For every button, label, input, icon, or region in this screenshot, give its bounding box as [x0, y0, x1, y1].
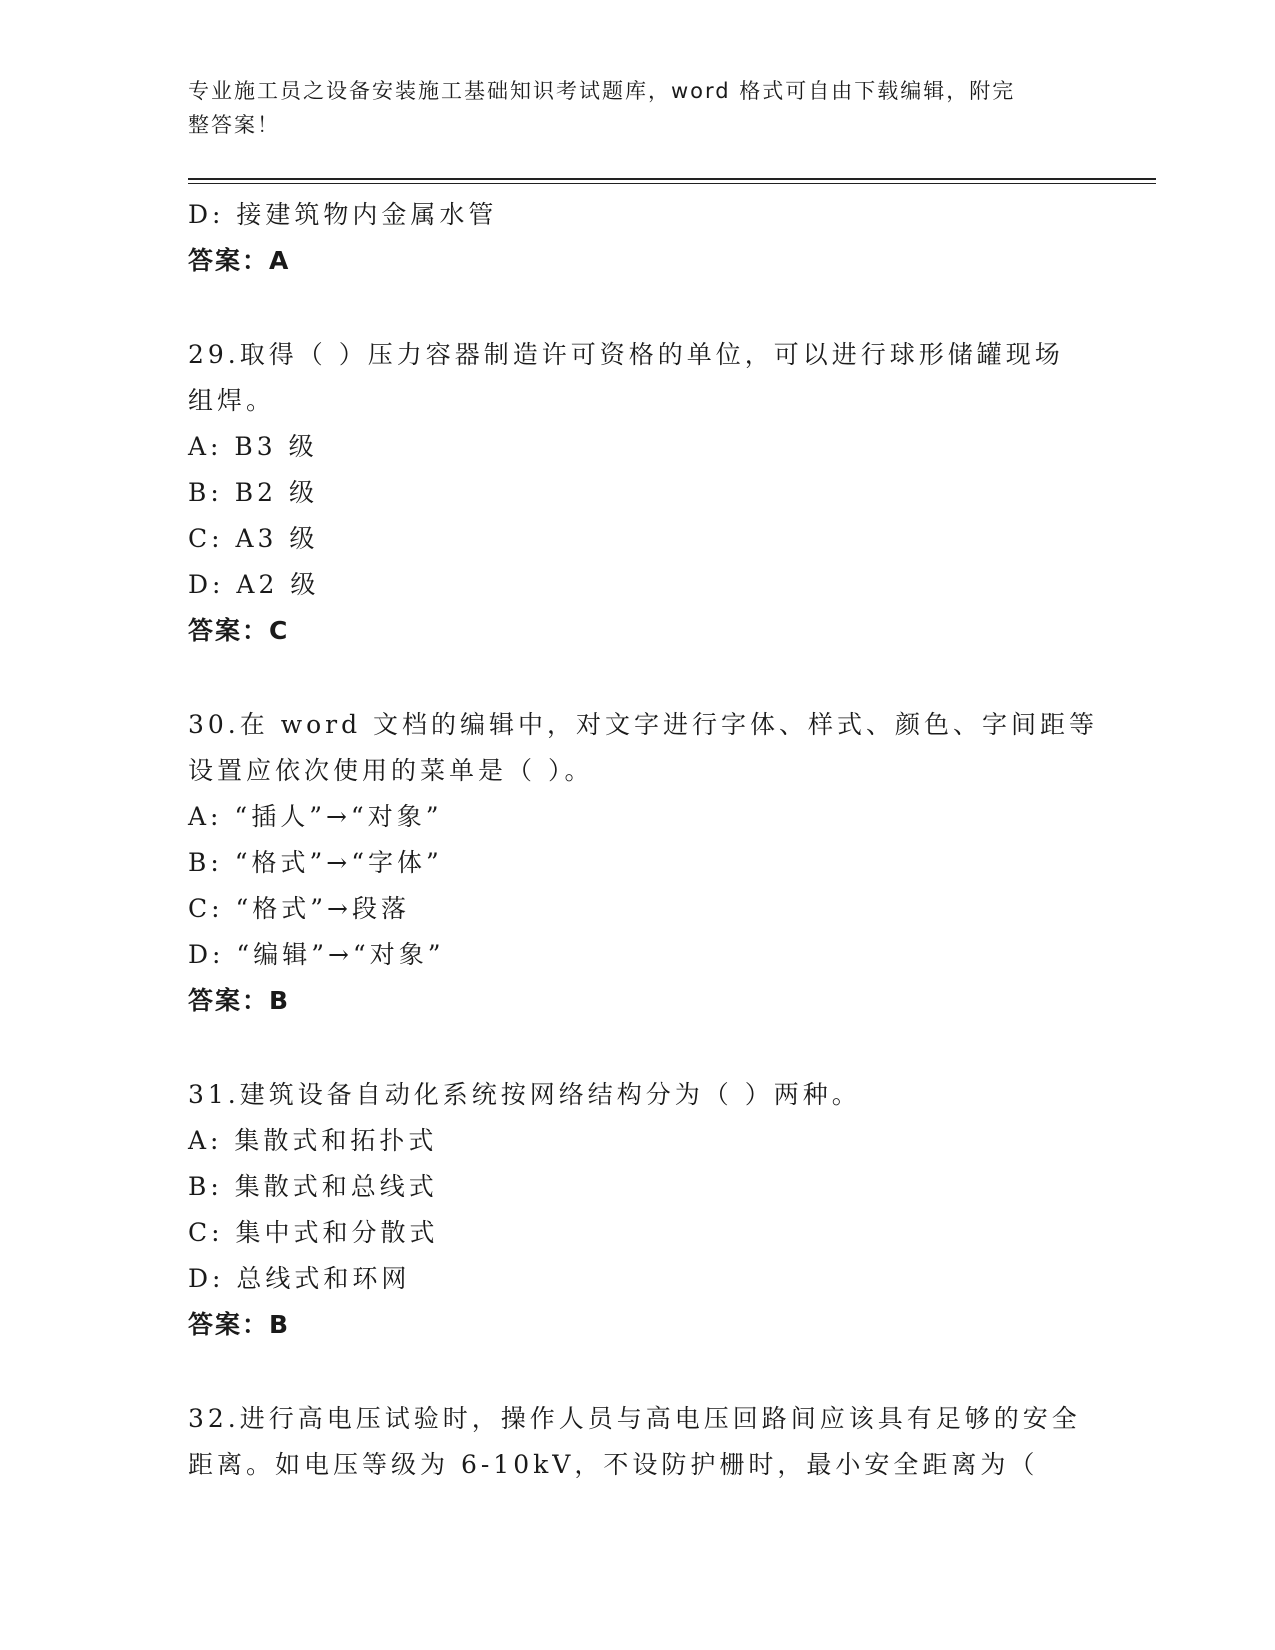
question-31	[188, 1072, 1088, 1348]
header-line-1: 专业施工员之设备安装施工基础知识考试题库，word 格式可自由下载编辑，附完	[188, 79, 1016, 103]
question-list	[188, 192, 1099, 1488]
option-a: A: 集散式和拓扑式	[188, 1126, 438, 1155]
header-line-2: 整答案！	[188, 113, 280, 137]
option-b: B: “格式”→“字体”	[188, 848, 443, 877]
question-text-cont: 距离。如电压等级为 6-10kV，不设防护栅时，最小安全距离为（	[188, 1450, 1039, 1479]
question-29	[188, 332, 1088, 654]
option-a: A: “插人”→“对象”	[188, 802, 443, 831]
header-rule	[188, 178, 1156, 180]
question-text-cont: 设置应依次使用的菜单是（ ）。	[188, 756, 594, 785]
option-d: D: 接建筑物内金属水管	[188, 200, 498, 229]
option-b: B: 集散式和总线式	[188, 1172, 438, 1201]
header-rule-thin	[188, 183, 1156, 184]
option-d: D: “编辑”→“对象”	[188, 940, 445, 969]
option-d: D: 总线式和环网	[188, 1264, 411, 1293]
option-b: B: B2 级	[188, 478, 318, 507]
answer: 答案：B	[188, 986, 291, 1015]
question-text: 29.取得（ ）压力容器制造许可资格的单位，可以进行球形储罐现场	[188, 340, 1064, 369]
document-header	[188, 74, 1068, 142]
option-a: A: B3 级	[188, 432, 318, 461]
question-text: 31.建筑设备自动化系统按网络结构分为（ ）两种。	[188, 1080, 861, 1109]
answer: 答案：B	[188, 1310, 291, 1339]
question-text-cont: 组焊。	[188, 386, 276, 415]
answer: 答案：A	[188, 246, 291, 275]
option-c: C: 集中式和分散式	[188, 1218, 439, 1247]
option-d: D: A2 级	[188, 570, 320, 599]
option-c: C: “格式”→段落	[188, 894, 411, 923]
question-32	[188, 1396, 1088, 1488]
question-30	[188, 702, 1099, 1024]
option-c: C: A3 级	[188, 524, 319, 553]
question-text: 30.在 word 文档的编辑中，对文字进行字体、样式、颜色、字间距等	[188, 710, 1099, 739]
answer: 答案：C	[188, 616, 290, 645]
question-text: 32.进行高电压试验时，操作人员与高电压回路间应该具有足够的安全	[188, 1404, 1081, 1433]
